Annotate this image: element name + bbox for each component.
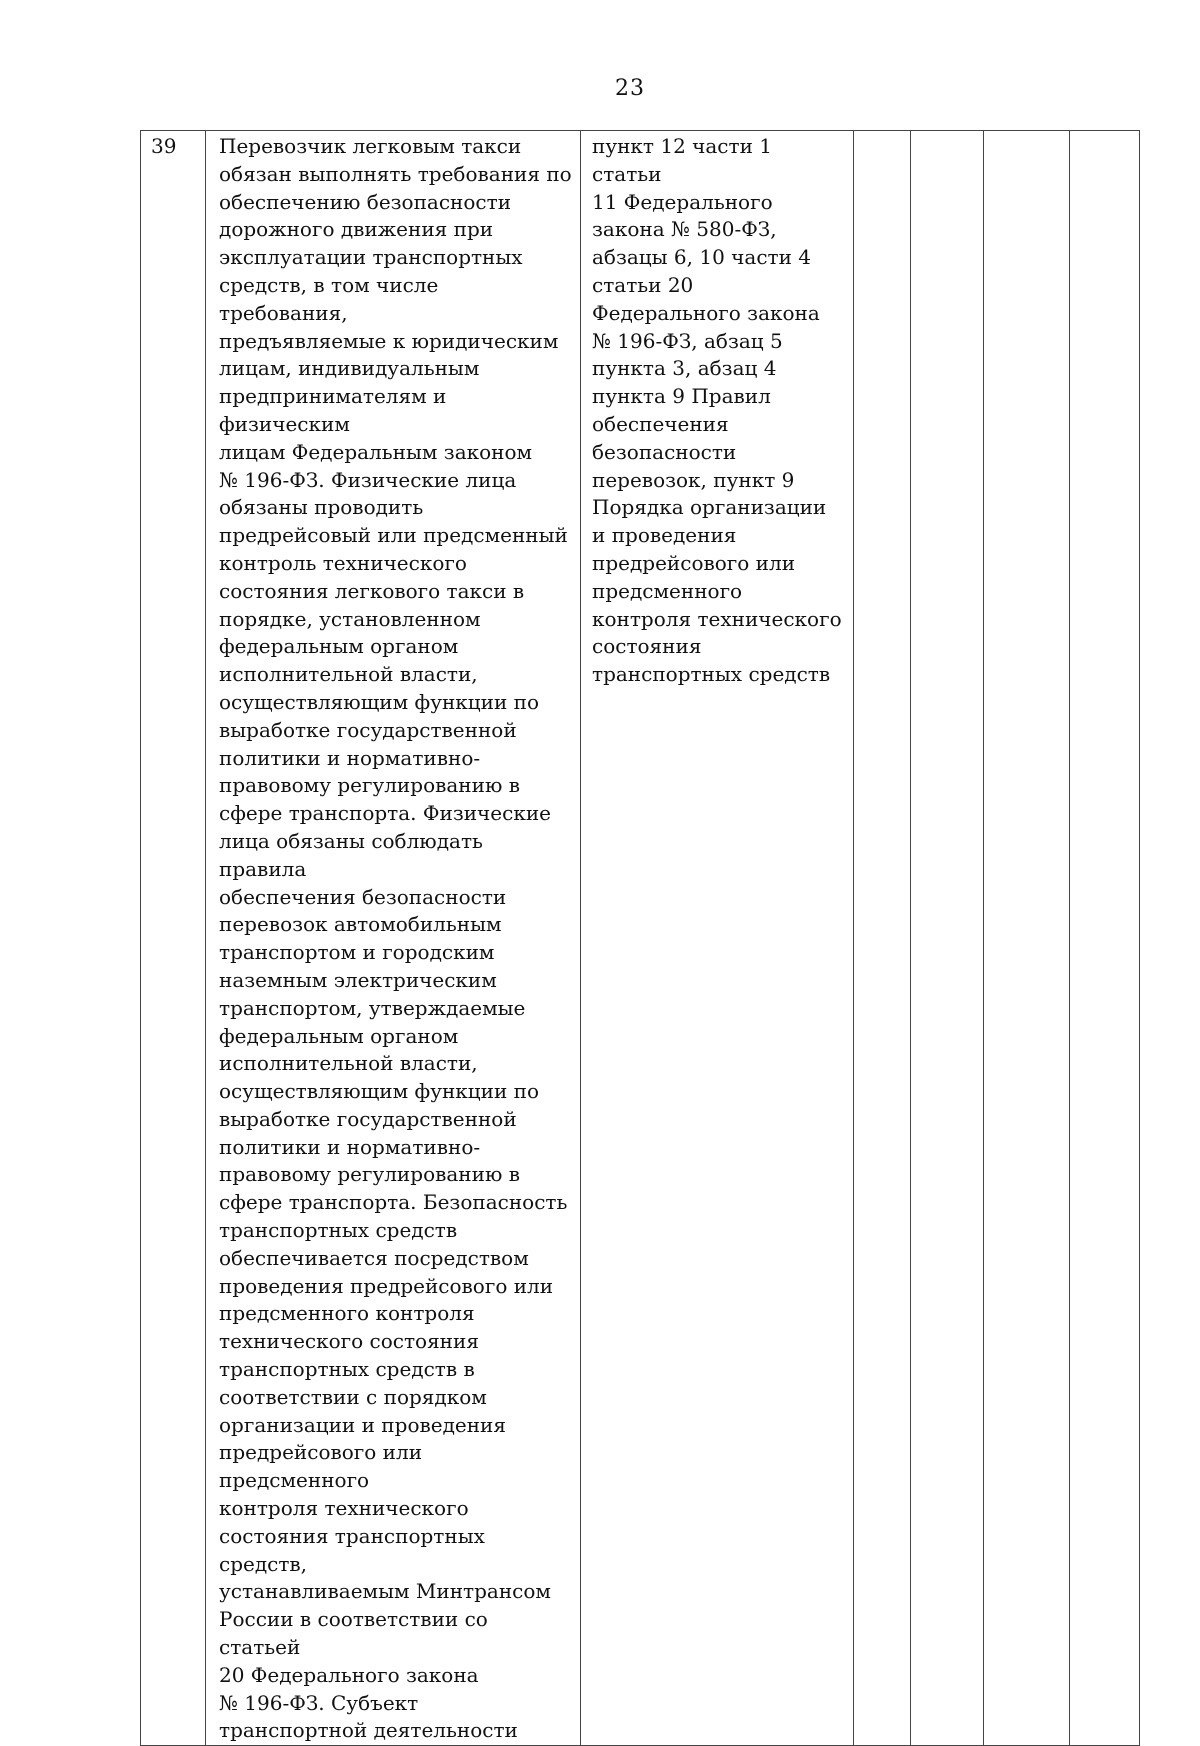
row-number-cell xyxy=(141,131,206,1746)
page-number: 23 xyxy=(615,76,645,101)
requirements-table xyxy=(140,130,1140,1746)
empty-cell-3 xyxy=(984,131,1070,1746)
legal-reference-cell xyxy=(581,131,854,1746)
legal-reference: пункт 12 части 1 статьи 11 Федерального закона № 580-ФЗ, абзацы 6, 10 части 4 статьи 20 Федерального закона № 196-ФЗ, абзац 5 пункта 3, абзац 4 пункта 9 Правил обеспечения безопасности перевозок, пункт 9 Порядка организации и проведения предрейсового или предсменного контроля технического состояния транспортных средств xyxy=(592,134,842,687)
table-row xyxy=(141,131,1140,1746)
requirement-text-cell xyxy=(206,131,581,1746)
empty-cell-4 xyxy=(1070,131,1140,1746)
empty-cell-2 xyxy=(911,131,984,1746)
requirement-text: Перевозчик легковым такси обязан выполнять требования по обеспечению безопасности дорожного движения при эксплуатации транспортных средств, в том числе требования, предъявляемые к юридическим лицам, индивидуальным предпринимателям и физическим лицам Федеральным законом № 196-ФЗ. Физические лица обязаны проводить предрейсовый или предсменный контроль технического состояния легкового такси в порядке, установленном федеральным органом исполнительной власти, осуществляющим функции по выработке государственной политики и нормативно- правовому регулированию в сфере транспорта. Физические лица обязаны соблюдать правила обеспечения безопасности перевозок автомобильным транспортом и городским наземным электрическим транспортом, утверждаемые федеральным органом исполнительной власти, осуществляющим функции по выработке государственной политики и нормативно- правовому регулированию в сфере транспорта. Безопасность транспортных средств обеспечивается посредством проведения предрейсового или предсменного контроля технического состояния транспортных средств в соответствии с порядком организации и проведения предрейсового или предсменного контроля технического состояния транспортных средств, устанавливаемым Минтрансом России в соответствии со статьей 20 Федерального закона № 196-ФЗ. Субъект транспортной деятельности xyxy=(219,134,572,1743)
empty-cell-1 xyxy=(854,131,911,1746)
row-number: 39 xyxy=(151,134,177,158)
